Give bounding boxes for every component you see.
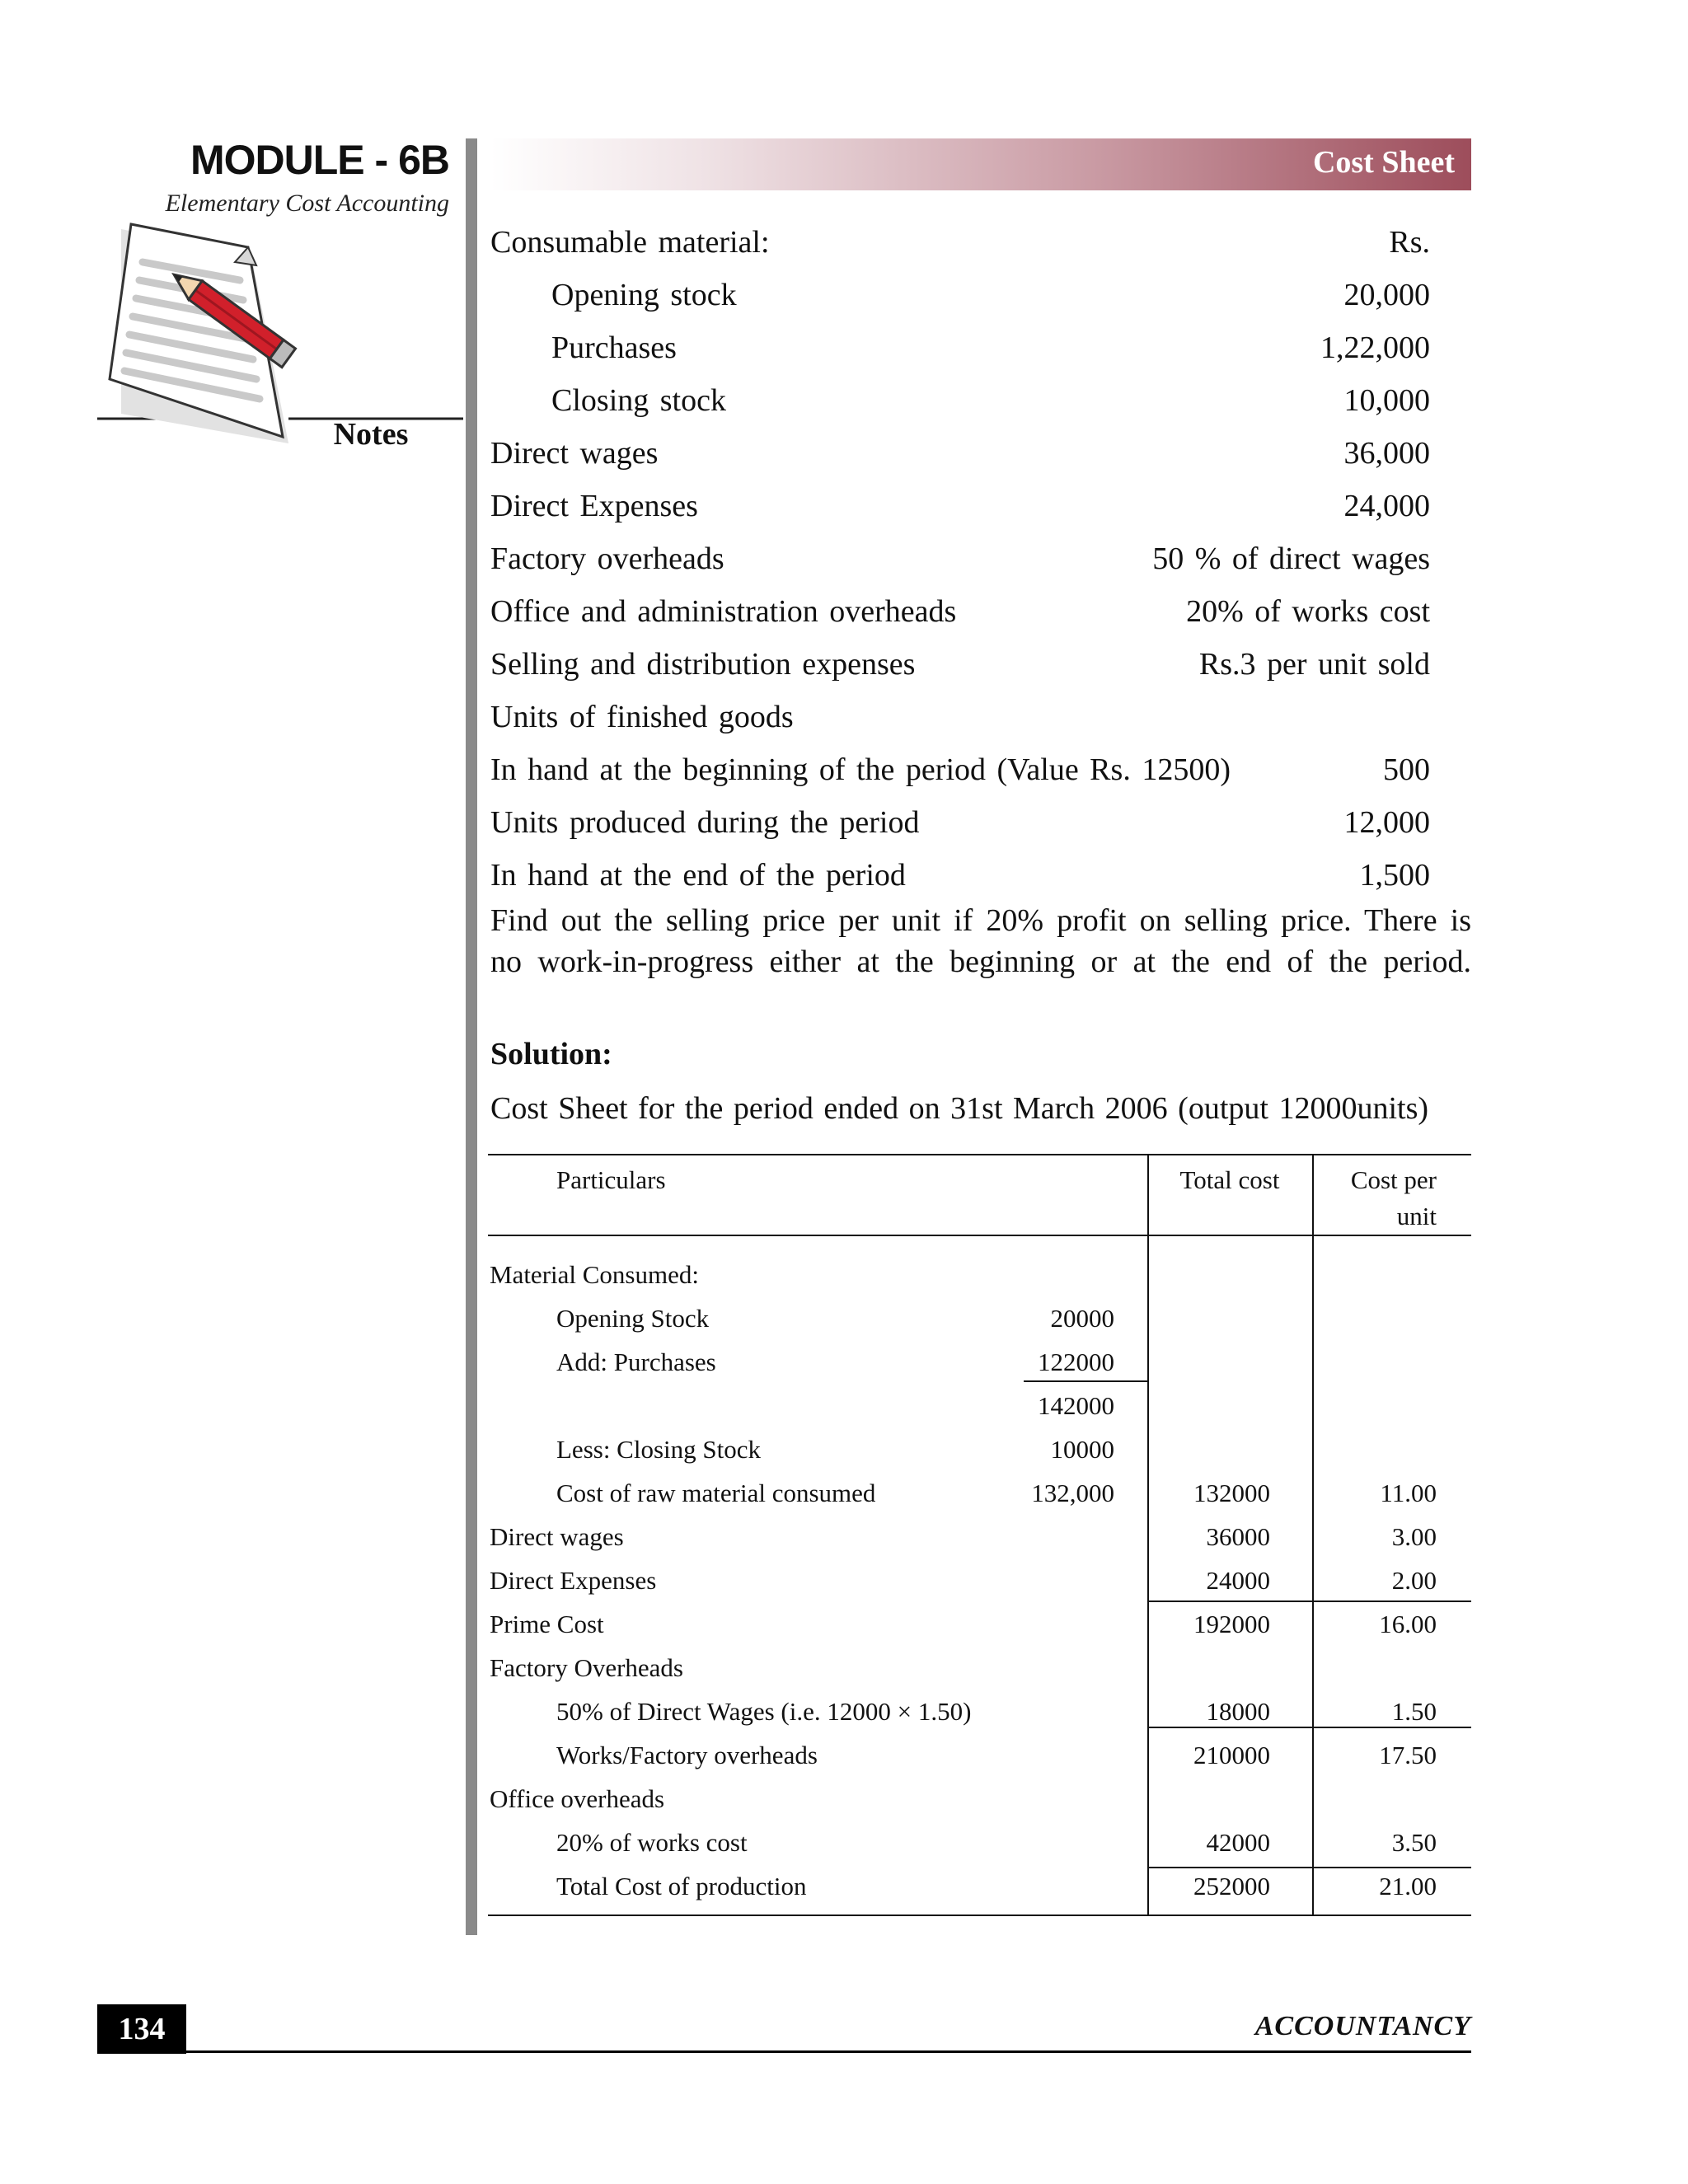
given-row (490, 748, 1430, 791)
table-row (488, 1253, 1471, 1296)
row-label: 20% of works cost (556, 1828, 748, 1857)
row-total-cost: 192000 (1193, 1610, 1270, 1638)
row-subamount: 132,000 (1031, 1479, 1114, 1507)
section-title: Cost Sheet (1312, 145, 1455, 180)
given-row (490, 379, 1430, 422)
row-total-cost: 252000 (1193, 1872, 1270, 1900)
row-total-cost: 42000 (1206, 1828, 1270, 1857)
given-row (490, 590, 1430, 633)
given-row (490, 801, 1430, 844)
row-label: Cost of raw material consumed (556, 1479, 876, 1507)
given-row (490, 696, 1430, 738)
table-row (488, 1602, 1471, 1646)
row-subamount: 142000 (1038, 1391, 1114, 1420)
row-subamount: 20000 (1050, 1304, 1114, 1333)
row-label: Factory Overheads (490, 1653, 683, 1682)
row-subamount: 122000 (1038, 1347, 1114, 1376)
table-row (488, 1733, 1471, 1777)
given-label: Selling and distribution expenses (490, 647, 916, 682)
row-label: Opening Stock (556, 1304, 710, 1333)
row-cost-per-unit: 3.00 (1391, 1522, 1437, 1551)
row-cost-per-unit: 2.00 (1391, 1566, 1437, 1595)
given-row (490, 221, 1430, 264)
row-label: Direct Expenses (490, 1566, 657, 1595)
given-value: 500 (1383, 752, 1430, 787)
given-label: Office and administration overheads (490, 594, 957, 629)
cost-sheet-caption: Cost Sheet for the period ended on 31st March 2006 (output 12000units) (490, 1091, 1429, 1126)
row-label: Total Cost of production (556, 1872, 807, 1900)
col-header-cost-per-unit: Cost per (1350, 1165, 1437, 1194)
given-row (490, 274, 1430, 316)
given-value: 10,000 (1343, 383, 1430, 418)
given-value: 20% of works cost (1186, 594, 1430, 629)
table-bottom-rule (488, 1915, 1471, 1916)
col-header-cost-per-unit: unit (1396, 1202, 1437, 1230)
given-value: 1,22,000 (1320, 330, 1430, 365)
margin-divider (466, 138, 477, 1935)
table-row (488, 1646, 1471, 1690)
table-row (488, 1471, 1471, 1515)
row-cost-per-unit: 21.00 (1379, 1872, 1437, 1900)
given-row (490, 643, 1430, 686)
table-row (488, 1864, 1471, 1908)
footer-subject: ACCOUNTANCY (1254, 2011, 1471, 2041)
table-row (488, 1690, 1471, 1733)
given-value: 50 % of direct wages (1152, 541, 1430, 576)
row-total-cost: 24000 (1206, 1566, 1270, 1595)
row-label: 50% of Direct Wages (i.e. 12000 × 1.50) (556, 1697, 972, 1726)
row-cost-per-unit: 11.00 (1380, 1479, 1437, 1507)
row-label: Add: Purchases (556, 1347, 716, 1376)
solution-heading: Solution: (490, 1037, 612, 1071)
row-label: Prime Cost (490, 1610, 604, 1638)
table-header-rule (488, 1235, 1471, 1236)
row-total-cost: 210000 (1193, 1741, 1270, 1769)
given-label: In hand at the end of the period (490, 858, 906, 893)
given-label: Opening stock (551, 278, 737, 312)
given-row (490, 537, 1430, 580)
table-row (488, 1427, 1471, 1471)
given-label: Factory overheads (490, 541, 724, 576)
given-row (490, 432, 1430, 475)
given-value: 1,500 (1359, 858, 1430, 893)
given-row (490, 485, 1430, 527)
table-row (488, 1558, 1471, 1602)
question-line: Find out the selling price per unit if 20% profit on selling price. There is (490, 903, 1471, 938)
col-header-total-cost: Total cost (1179, 1165, 1280, 1194)
row-cost-per-unit: 1.50 (1391, 1697, 1437, 1726)
row-subamount: 10000 (1050, 1435, 1114, 1464)
given-value: 36,000 (1343, 436, 1430, 471)
row-label: Works/Factory overheads (556, 1741, 818, 1769)
cost-sheet-table (488, 1154, 1471, 1916)
module-title: MODULE - 6B (190, 137, 449, 183)
given-label: Purchases (551, 330, 677, 365)
given-label: Closing stock (551, 383, 726, 418)
table-row (488, 1340, 1471, 1384)
row-label: Office overheads (490, 1784, 665, 1813)
module-subtitle: Elementary Cost Accounting (165, 190, 449, 217)
table-row (488, 1821, 1471, 1864)
given-label: Units of finished goods (490, 700, 794, 734)
given-value: Rs.3 per unit sold (1198, 647, 1430, 682)
question-text (490, 900, 1471, 982)
given-row (490, 326, 1430, 369)
row-label: Direct wages (490, 1522, 624, 1551)
footer-rule (97, 2050, 1471, 2053)
notes-label: Notes (333, 417, 409, 452)
given-value: Rs. (1389, 225, 1430, 260)
row-cost-per-unit: 3.50 (1391, 1828, 1437, 1857)
row-label: Less: Closing Stock (556, 1435, 762, 1464)
given-value: 24,000 (1343, 489, 1430, 523)
given-row (490, 854, 1430, 897)
row-total-cost: 132000 (1193, 1479, 1270, 1507)
row-total-cost: 18000 (1206, 1697, 1270, 1726)
given-value: 12,000 (1343, 805, 1430, 840)
given-label: Units produced during the period (490, 805, 920, 840)
row-cost-per-unit: 16.00 (1379, 1610, 1437, 1638)
table-row (488, 1384, 1471, 1427)
table-top-rule (488, 1154, 1471, 1155)
table-row (488, 1296, 1471, 1340)
question-line: no work-in-progress either at the beginning or at the end of the period. (490, 944, 1471, 979)
section-header-band (490, 138, 1471, 190)
given-label: Direct Expenses (490, 489, 698, 523)
given-label: In hand at the beginning of the period (Value Rs. 12500) (490, 752, 1231, 787)
col-header-particulars: Particulars (556, 1165, 666, 1194)
given-label: Consumable material: (490, 225, 770, 260)
table-row (488, 1777, 1471, 1821)
row-cost-per-unit: 17.50 (1379, 1741, 1437, 1769)
row-total-cost: 36000 (1206, 1522, 1270, 1551)
page-number: 134 (97, 2004, 186, 2054)
table-row (488, 1515, 1471, 1558)
given-label: Direct wages (490, 436, 659, 471)
row-label: Material Consumed: (490, 1260, 699, 1289)
given-value: 20,000 (1343, 278, 1430, 312)
